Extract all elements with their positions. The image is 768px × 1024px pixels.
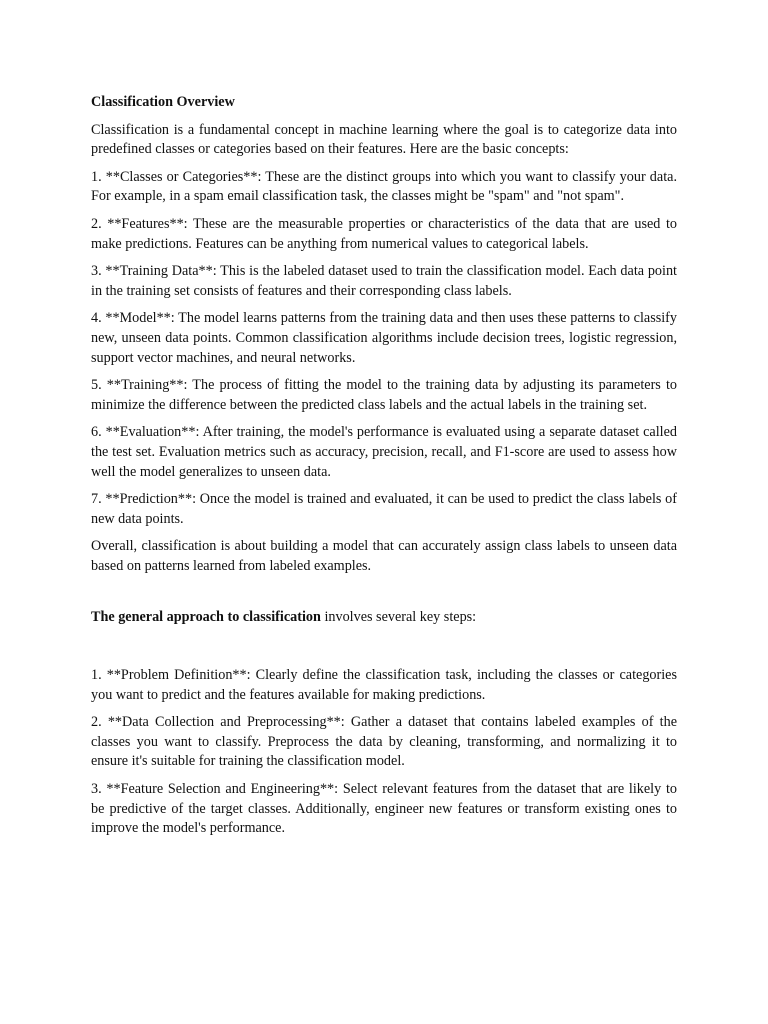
document-page: [91, 93, 677, 847]
intro-paragraph: Classification is a fundamental concept in machine learning where the goal is to categorize data into predefined classes or categories based on their features. Here are the basic concepts:: [91, 121, 677, 158]
concept-item-model: 4. **Model**: The model learns patterns from the training data and then uses these patterns to classify new, unseen data points. Common classification algorithms include decision trees, logistic regression, support vector machines, and neural networks.: [91, 310, 677, 366]
concept-item-prediction: 7. **Prediction**: Once the model is trained and evaluated, it can be used to predict the class labels of new data points.: [91, 491, 677, 527]
page-title: Classification Overview: [91, 94, 235, 110]
approach-heading-rest: involves several key steps:: [320, 609, 477, 626]
concept-item-evaluation: 6. **Evaluation**: After training, the model's performance is evaluated using a separate dataset called the test set. Evaluation metrics such as accuracy, precision, recall, and F1-score are used to assess how well the model generalizes to unseen data.: [91, 424, 677, 480]
approach-heading: [91, 608, 677, 628]
concept-item-features: 2. **Features**: These are the measurable properties or characteristics of the data that are used to make predictions. Features can be anything from numerical values to categorical labels.: [91, 215, 677, 252]
concept-item-training-data: 3. **Training Data**: This is the labeled dataset used to train the classification model. Each data point in the training set consists of features and their corresponding class labels.: [91, 263, 677, 299]
approach-heading-bold: The general approach to classification: [91, 609, 321, 626]
step-item-data-collection: 2. **Data Collection and Preprocessing**: Gather a dataset that contains labeled examples of the classes you want to classify. Preprocess the data by cleaning, transforming, and normalizing it to ensure it's suitable for training the classification model.: [91, 714, 677, 770]
summary-paragraph: Overall, classification is about building a model that can accurately assign class labels to unseen data based on patterns learned from labeled examples.: [91, 538, 677, 574]
step-item-problem-definition: 1. **Problem Definition**: Clearly define the classification task, including the classes or categories you want to predict and the features available for making predictions.: [91, 667, 677, 703]
step-item-feature-selection: 3. **Feature Selection and Engineering**: Select relevant features from the dataset that are likely to be predictive of the target classes. Additionally, engineer new features or transform existing ones to improve the model's performance.: [91, 781, 677, 837]
concept-item-classes: 1. **Classes or Categories**: These are the distinct groups into which you want to classify your data. For example, in a spam email classification task, the classes might be "spam" and "not spam".: [91, 168, 677, 205]
concept-item-training: 5. **Training**: The process of fitting the model to the training data by adjusting its parameters to minimize the difference between the predicted class labels and the actual labels in the training set.: [91, 377, 677, 413]
